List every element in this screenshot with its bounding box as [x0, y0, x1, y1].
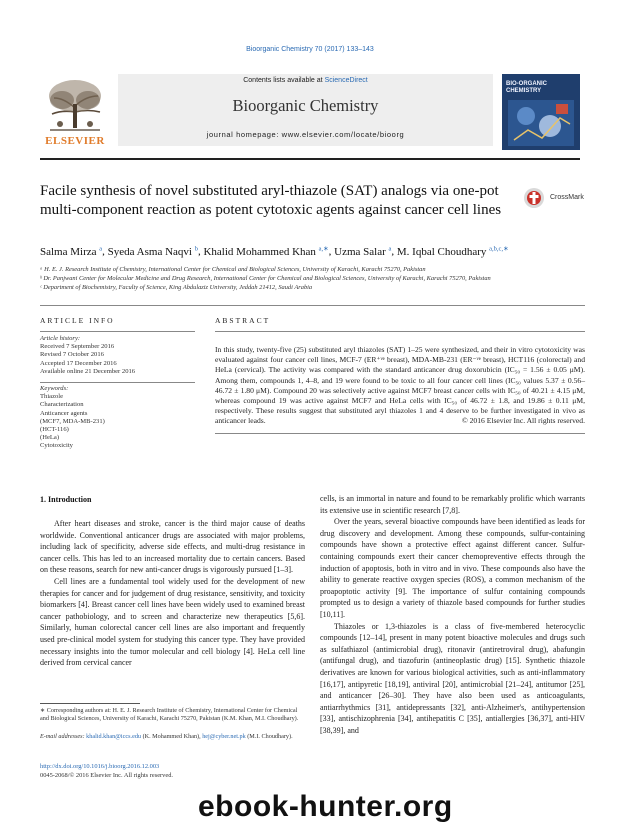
footnote-rule: [40, 703, 140, 704]
author[interactable]: Uzma Salar $^a$: [334, 245, 392, 258]
keyword: Anticancer agents: [40, 409, 88, 417]
abstract-bottom-rule: [215, 433, 585, 434]
sciencedirect-link[interactable]: ScienceDirect: [324, 77, 368, 84]
keywords-rule: [40, 382, 195, 383]
author[interactable]: M. Iqbal Choudhary $^{a,b,c,∗}$: [396, 245, 509, 258]
keyword: (MCF7, MDA-MB-231): [40, 417, 105, 425]
elsevier-wordmark: ELSEVIER: [45, 135, 105, 147]
body-paragraph: cells, is an immortal in nature and found to be remarkably prolific which warrants its extensive use in scientific research [7,8].: [320, 494, 585, 515]
journal-header: [40, 74, 580, 152]
email-footnote: [40, 733, 305, 741]
author[interactable]: Salma Mirza $^a$: [40, 245, 103, 258]
header-rule: [40, 158, 580, 160]
journal-cover[interactable]: [502, 74, 580, 150]
email-owner: (M.I. Choudhary).: [245, 733, 293, 740]
email-link[interactable]: khalid.khan@iccs.edu: [86, 733, 142, 740]
elsevier-logo: [40, 74, 110, 150]
keywords: [40, 385, 195, 451]
article-history: [40, 335, 195, 376]
contents-prefix: Contents lists available at: [243, 77, 325, 84]
author[interactable]: Syeda Asma Naqvi $^b$: [107, 245, 198, 258]
article-info-caption: ARTICLE INFO: [40, 316, 115, 325]
body-column-left: [40, 518, 305, 669]
keyword: Cytotoxicity: [40, 442, 73, 450]
affiliation: ᵇ Dr. Panjwani Center for Molecular Medicine and Drug Research, International Center for Chemical and Biological Sciences, University of Karachi, Karachi 75270, Pakistan: [40, 275, 491, 282]
article-info-rule: [40, 331, 195, 332]
keyword: Characterization: [40, 401, 84, 409]
corresponding-footnote: ∗ Corresponding authors at: H. E. J. Research Institute of Chemistry, International Center for Chemical and Biological Sciences, University of Karachi, Karachi 75270, Pakistan (K.M. Khan, M.I. Choudhary).: [40, 707, 299, 722]
journal-name: Bioorganic Chemistry: [232, 96, 379, 115]
keyword: Thiazole: [40, 393, 64, 401]
email-link[interactable]: hej@cyber.net.pk: [202, 733, 246, 740]
author-list: Salma Mirza $^a$, Syeda Asma Naqvi $^b$, Khalid Mohammed Khan $^{a,∗}$, Uzma Salar $^a$, M. Iqbal Choudhary $^{a,b,c,∗}$: [40, 245, 509, 258]
crossmark-label: CrossMark: [550, 194, 584, 201]
affiliation: ᶜ Department of Biochemistry, Faculty of Science, King Abdulaziz University, Jeddah 21412, Saudi Arabia: [40, 284, 313, 291]
abstract-caption: ABSTRACT: [215, 316, 271, 325]
abstract-copyright: © 2016 Elsevier Inc. All rights reserved.: [461, 416, 585, 425]
history-item: Received 7 September 2016: [40, 343, 115, 351]
email-label: E-mail addresses:: [40, 733, 87, 740]
section-heading: 1. Introduction: [40, 495, 92, 504]
article-title: Facile synthesis of novel substituted aryl-thiazole (SAT) analogs via one-pot multi-component reaction as potent cytotoxic agents against cancer cell lines: [40, 183, 502, 218]
cover-art-icon: [508, 100, 574, 146]
abstract-rule: [215, 331, 585, 332]
contents-box: [118, 74, 493, 146]
crossmark-icon: [523, 187, 545, 209]
keyword: (HeLa): [40, 434, 60, 442]
keywords-heading: Keywords:: [40, 385, 69, 392]
affiliation: ᵃ H. E. J. Research Institute of Chemistry, International Center for Chemical and Biological Sciences, University of Karachi, Karachi 75270, Pakistan: [40, 266, 426, 273]
body-paragraph: Over the years, several bioactive compounds have been identified as leads for drug discovery and development. Among these compounds, sulfur-containing compounds have shown a protective effect against different cancer. Sulfur-containing compounds exert their cancer chemopreventive effects through the induction of apoptosis, both in vitro and in vivo. These compounds also have the ability to generate reactive oxygen species (ROS), a common mechanism of the proapoptotic activity [9]. The importance of sulfur containing compounds prompted us to design a variety of thiazole based compounds for further studies [10,11].: [320, 517, 585, 619]
journal-reference[interactable]: Bioorganic Chemistry 70 (2017) 133–143: [246, 46, 374, 53]
abstract-text: In this study, twenty-five (25) substituted aryl thiazoles (SAT) 1–25 were synthesized, and their in vitro cytotoxicity was evaluated against four cancer cell lines, MCF-7 (ER⁺ᵛᵉ breast), MDA-MB-231 (ER⁻ᵛᵉ breast), HCT116 (colorectal) and HeLa (cervical). The activity was compared with the standard anticancer drug doxorubicin (IC₅₀ = 1.56 ± 0.05 μM). Among them, compounds 1, 4–8, and 19 were found to be toxic to all four cancer cell lines (IC₅₀ values 5.37 ± 0.56–46.72 ± 1.80 μM). Compound 20 was selectively active against MCF7 breast cancer cells with IC₅₀ of 40.21 ± 4.15 μM, whereas compound 19 was active against MCF7 and HeLa cells with IC₅₀ of 46.72 ± 1.8, and 19.86 ± 0.11 μM, respectively. These results suggest that substituted aryl thiazoles 1 and 4 deserve to be further investigated in vivo as anticancer leads.: [215, 345, 585, 426]
journal-homepage[interactable]: journal homepage: www.elsevier.com/locate/bioorg: [206, 130, 405, 139]
body-paragraph: Thiazoles or 1,3-thiazoles is a class of five-membered heterocyclic compounds [12–14], present in many potent bioactive molecules and drugs such as sulfathiazol (antimicrobial drug), ritonavir (antiretroviral drug), abafungin (antifungal drug), and tiazofurin (antineoplastic drug) [15]. Synthetic thiazole derivatives are known for various biological activities, such as anti-inflammatory [16,17], antipyretic [18,19], antiviral [20], antimicrobial [21–24], antitumor [25], and anticancer [26–30]. They have also been used as anticoagulants, antiarrhythmics [31], antidepressants [32], anti-Alzheimer's, antihypertension [33], antischizophrenia [34], antihepatitis C [35], antiallergies [36,37], anti-HIV [38,39], and: [320, 621, 585, 735]
body-paragraph: After heart diseases and stroke, cancer is the third major cause of deaths worldwide. Conventional anticancer drugs are associated with major problems, including lack of specificity, adverse side effects, and multi-drug resistance in cancer cells. This has led to an increased mortality due to certain cancers. Based on these reasons, search for new anti-cancer drugs is vigorously pursued [1–3].: [40, 519, 305, 575]
email-owner: (K. Mohammed Khan),: [141, 733, 203, 740]
body-paragraph: Cell lines are a fundamental tool widely used for the development of new therapies for cancer and for judgement of drug resistance, sensitivity, and toxicity biomarkers [4]. Breast cancer cell lines have been widely used to examined breast cancer pathobiology, and to screen and characterize new therapeutics [5,6]. Similarly, human colorectal cancer cell lines are also important and frequently used pre-clinical model system for studying this cancer type. They have provided necessary insights into the tumor molecular and cell biology [4]. HeLa cell line derived from cervical cancer: [40, 576, 305, 668]
crossmark-badge[interactable]: [523, 185, 585, 211]
watermark: ebook-hunter.org: [198, 790, 453, 823]
keyword: (HCT-116): [40, 426, 69, 434]
author[interactable]: Khalid Mohammed Khan $^{a,∗}$: [203, 245, 329, 258]
history-item: Revised 7 October 2016: [40, 351, 104, 359]
issn-line: 0045-2068/© 2016 Elsevier Inc. All rights reserved.: [40, 772, 173, 779]
contents-line: [118, 77, 493, 84]
history-item: Accepted 17 December 2016: [40, 359, 117, 367]
history-heading: Article history:: [40, 335, 81, 342]
cover-title: BIO-ORGANIC CHEMISTRY: [506, 81, 547, 94]
affiliation-rule: [40, 305, 585, 306]
body-column-right: [320, 493, 585, 736]
history-item: Available online 21 December 2016: [40, 367, 136, 375]
doi-link[interactable]: http://dx.doi.org/10.1016/j.bioorg.2016.12.003: [40, 763, 160, 770]
